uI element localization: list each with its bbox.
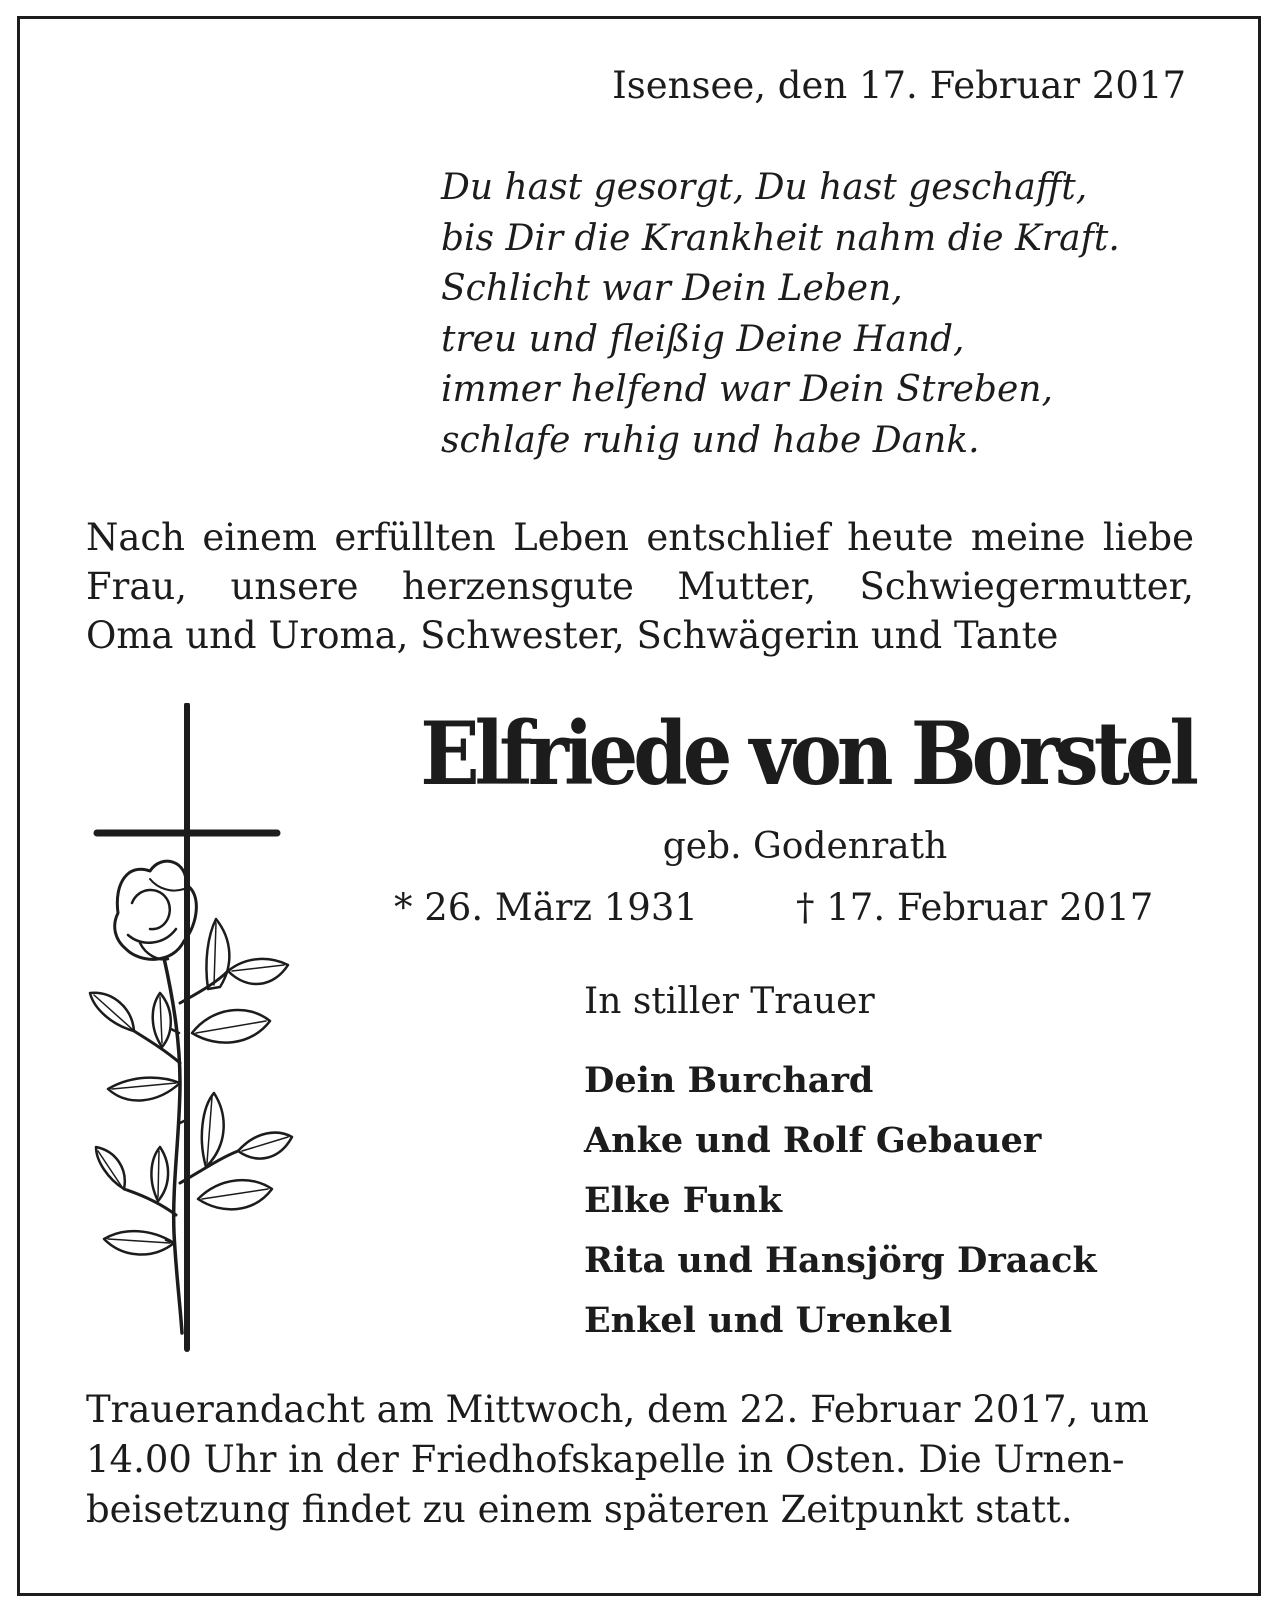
poem-line: immer helfend war Dein Streben,: [441, 369, 1053, 410]
service-line: 14.00 Uhr in der Friedhofskapelle in Osten. Die Urnen-: [86, 1438, 1125, 1481]
birth-date: * 26. März 1931: [394, 886, 698, 929]
service-line: beisetzung findet zu einem späteren Zeitpunkt statt.: [86, 1488, 1073, 1531]
poem-line: treu und fleißig Deine Hand,: [441, 318, 965, 360]
intro-text: [86, 513, 1194, 660]
mourners-list: [584, 1051, 1097, 1351]
mourner-name: Rita und Hansjörg Draack: [584, 1240, 1097, 1281]
maiden-name: geb. Godenrath: [662, 826, 948, 867]
intro-line: Oma und Uroma, Schwester, Schwägerin und Tante: [86, 614, 1059, 657]
mourning-line: In stiller Trauer: [584, 981, 875, 1022]
poem-line: schlafe ruhig und habe Dank.: [441, 419, 980, 461]
poem-line: Schlicht war Dein Leben,: [441, 268, 903, 309]
deceased-name: Elfriede von Borstel: [420, 703, 1194, 806]
service-info: [86, 1385, 1194, 1535]
service-line: Trauerandacht am Mittwoch, dem 22. Februar 2017, um: [86, 1388, 1149, 1431]
place-date: Isensee, den 17. Februar 2017: [612, 64, 1186, 107]
mourner-name: Enkel und Urenkel: [584, 1300, 953, 1341]
mourner-name: Elke Funk: [584, 1180, 783, 1221]
cross-with-rose-icon: [88, 703, 308, 1353]
intro-line: Nach einem erfüllten Leben entschlief heute meine liebe: [86, 516, 1194, 559]
poem-line: Du hast gesorgt, Du hast geschafft,: [441, 167, 1088, 208]
death-date: † 17. Februar 2017: [796, 886, 1154, 929]
mourner-name: Dein Burchard: [584, 1060, 874, 1101]
poem-line: bis Dir die Krankheit nahm die Kraft.: [441, 217, 1120, 259]
mourner-name: Anke und Rolf Gebauer: [584, 1120, 1042, 1161]
intro-line: Frau, unsere herzensgute Mutter, Schwiegermutter,: [86, 565, 1194, 608]
poem: [441, 163, 1120, 466]
